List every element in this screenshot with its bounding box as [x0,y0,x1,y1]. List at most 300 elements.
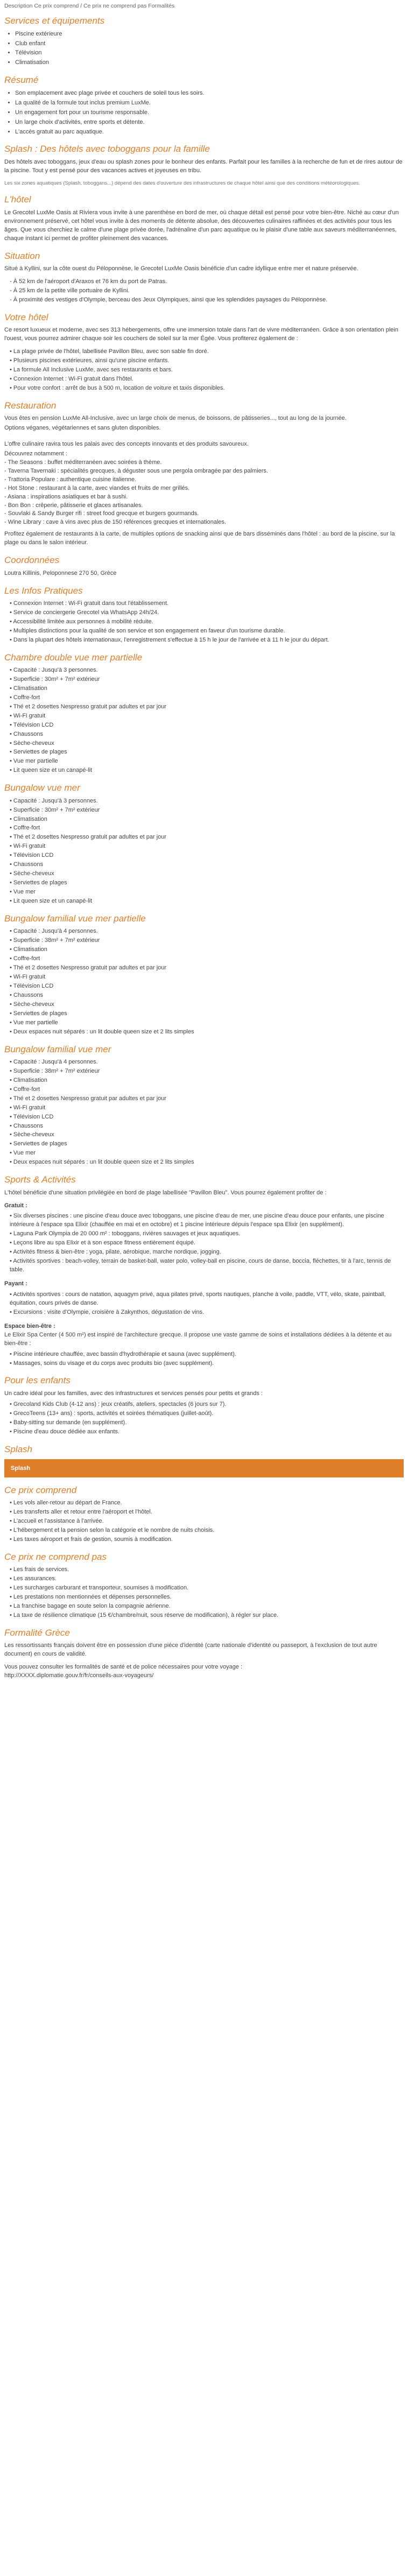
list-item-text: Coffre-fort [13,825,40,832]
bullet-icon: • [10,1067,13,1074]
list-item [10,1291,404,1308]
list-item-text: Deux espaces nuit séparés : un lit double queen size et 2 lits simples [13,1028,194,1035]
enfants-list [4,1400,404,1437]
bullet-icon: - [10,287,13,294]
list-item-text: Dans la plupart des hôtels internationaux, l'enregistrement s'effectue à 15 h le jour de l'arrivée et à 11 h le jour du départ. [13,636,329,643]
bullet-icon: • [10,627,13,634]
bullet-icon: • [10,1603,13,1610]
list-item [10,1158,404,1167]
text-line: - Wine Library : cave à vins avec plus de 150 références grecques et internationales. [4,519,227,526]
formalite-link[interactable]: http://XXXX.diplomatie.gouv.fr/fr/conseils-aux-voyageurs/ [4,1672,154,1679]
list-item-text: La taxe de résilience climatique (15 €/chambre/nuit, sous réserve de modification), à régler sur place. [13,1612,279,1619]
list-item-text: Leçons libre au spa Elixir et à son espace fitness entièrement équipé. [13,1240,196,1247]
bullet-icon: • [10,721,13,728]
list-item-text: Thé et 2 dosettes Nespresso gratuit par adultes et par jour [13,965,167,972]
list-item [10,1517,404,1526]
list-item-text: Capacité : Jusqu'à 4 personnes. [13,928,98,935]
bullet-icon: • [10,946,13,953]
list-item [10,1508,404,1517]
list-item [10,1410,404,1418]
list-item [10,748,404,757]
bullet-icon: • [10,1076,13,1083]
list-item [10,1212,404,1229]
bullet-icon: • [10,1585,13,1592]
list-item-text: Superficie : 30m² + 7m² extérieur [13,675,100,682]
resume-title: Résumé [4,75,39,86]
room-title: Chambre double vue mer partielle [4,652,143,663]
list-item [10,973,404,982]
sports-gratuit-list [4,1212,404,1275]
ne-comprend-title: Ce prix ne comprend pas [4,1552,107,1562]
list-item [10,888,404,897]
bullet-icon: • [10,694,13,701]
bullet-icon: • [10,1150,13,1157]
list-item-text: Superficie : 30m² + 7m² extérieur [13,806,100,813]
sports-payant-label: Payant : [4,1280,27,1287]
list-item-text: Climatisation [13,685,47,692]
list-item-text: Laguna Park Olympia de 20 000 m² : toboggans, rivières sauvages et jeux aquatiques. [13,1230,241,1237]
list-item-text: Lit queen size et un canapé-lit [13,767,93,774]
comprend-title: Ce prix comprend [4,1484,77,1495]
list-item [10,1308,404,1317]
list-item-text: Chaussons [13,991,43,998]
list-item-text: Vue mer [13,889,36,896]
list-item [10,964,404,973]
bullet-icon: • [10,758,13,765]
bullet-icon: • [10,1213,13,1220]
bullet-icon: • [10,384,13,391]
bullet-icon: • [10,600,13,607]
list-item [10,1095,404,1103]
list-item [10,982,404,991]
list-item [10,609,404,617]
list-item [10,1058,404,1067]
bullet-icon: • [10,609,13,616]
list-item-text: Les transferts aller et retour entre l'aéroport et l'hôtel. [13,1509,152,1516]
hotel-title: L'hôtel [4,194,31,205]
list-item [10,1350,404,1359]
list-item-text: Chaussons [13,861,43,868]
splash-banner: Splash [4,1459,404,1477]
list-item [10,1536,404,1544]
formalite-p1: Les ressortissants français doivent être en possession d'une pièce d'identité (carte nationale d'identité ou passeport, à l'exclusion de tout autre document) en cours de validité. [4,1642,377,1658]
bullet-icon: • [10,937,13,944]
list-item-text: Les vols aller-retour au départ de France. [13,1500,122,1507]
bullet-icon: • [10,825,13,832]
list-item [10,366,404,375]
list-item [10,861,404,869]
list-item-text: Baby-sitting sur demande (en supplément). [13,1419,127,1426]
bullet-icon: • [10,1308,13,1315]
bullet-icon: • [10,1258,13,1265]
list-item-text: Activités fitness & bien-être : yoga, pilate, aérobique, marche nordique, jogging. [13,1249,221,1256]
list-item [15,59,404,67]
room-features-list [4,927,404,1036]
votre-hotel-list [4,348,404,393]
list-item-text: Coffre-fort [13,955,40,962]
bullet-icon: • [10,1419,13,1426]
list-item-text: Piscine d'eau douce dédiée aux enfants. [13,1428,120,1435]
list-item-text: Sèche-cheveux [13,1131,54,1138]
list-item [10,1230,404,1238]
list-item-text: Thé et 2 dosettes Nespresso gratuit par adultes et par jour [13,703,167,710]
list-item [10,1076,404,1085]
room-features-list [4,797,404,906]
list-item-text: Club enfant [15,40,46,47]
list-item-text: Chaussons [13,730,43,737]
list-item [10,1400,404,1409]
list-item-text: GrecoTeens (13+ ans) : sports, activités et soirées thématiques (juillet-août). [13,1410,214,1417]
text-line: - Bon Bon : crêperie, pâtisserie et glaces artisanales. [4,502,143,509]
bullet-icon: • [10,815,13,822]
bullet-icon: • [10,1518,13,1525]
sports-gratuit-label: Gratuit : [4,1202,27,1209]
bullet-icon: • [10,1594,13,1601]
situation-list [4,278,404,305]
list-item-text: Serviettes de plages [13,879,67,886]
bullet-icon: • [10,357,13,364]
restauration-p2: Options véganes, végétariennes et sans gluten disponibles. [4,425,161,432]
bullet-icon: • [10,740,13,747]
bullet-icon: • [10,852,13,859]
list-item [10,1419,404,1427]
list-item-text: À 52 km de l'aéroport d'Araxos et 76 km du port de Patras. [13,278,167,285]
bullet-icon: • [10,1291,13,1298]
list-item [15,128,404,137]
coordonnees-address: Loutra Killinis, Peloponnese 270 50, Grèce [4,569,117,576]
list-item-text: Wi-Fi gratuit [13,712,46,719]
list-item-text: Serviettes de plages [13,1010,67,1017]
list-item-text: Thé et 2 dosettes Nespresso gratuit par adultes et par jour [13,1095,167,1102]
list-item [10,712,404,721]
sports-intro: L'hôtel bénéficie d'une situation privilégiée en bord de plage labellisée "Pavillon Bleu". Vous pourrez également profiter de : [4,1189,327,1196]
services-list [4,30,404,68]
bullet-icon: • [10,955,13,962]
list-item-text: Connexion Internet : Wi-Fi gratuit dans tout l'établissement. [13,600,169,607]
list-item [10,685,404,693]
list-item [10,927,404,936]
list-item [10,879,404,888]
list-item [10,1113,404,1122]
votre-hotel-title: Votre hôtel [4,312,48,322]
list-item [10,384,404,393]
bullet-icon: • [10,965,13,972]
bullet-icon: • [10,685,13,692]
bullet-icon: • [10,879,13,886]
sports-title: Sports & Activités [4,1174,76,1185]
list-item [10,1104,404,1113]
text-line: - The Seasons : buffet méditerranéen avec soirées à thème. [4,459,162,466]
bullet-icon: • [10,1350,13,1357]
bullet-icon: • [10,1536,13,1543]
list-item [10,851,404,860]
list-item-text: Connexion Internet : Wi-Fi gratuit dans l'hôtel. [13,375,133,382]
list-item [10,636,404,645]
list-item [10,357,404,365]
bullet-icon: • [10,1566,13,1573]
list-item-text: Télévision [15,50,42,57]
list-item-text: Superficie : 38m² + 7m² extérieur [13,1067,100,1074]
list-item [10,1140,404,1149]
rooms-section [4,652,404,1167]
bullet-icon: • [10,1612,13,1619]
list-item-text: Télévision LCD [13,852,54,859]
splash-title: Splash [4,1444,32,1454]
bullet-icon: • [10,982,13,989]
list-item [10,897,404,906]
ne-comprend-list [4,1566,404,1620]
list-item-text: Coffre-fort [13,694,40,701]
list-item-text: Les surcharges carburant et transporteur, soumises à modification. [13,1585,189,1592]
list-item [10,287,404,295]
list-item-text: Son emplacement avec plage privée et couchers de soleil tous les soirs. [15,89,205,96]
bullet-icon: • [10,1131,13,1138]
list-item-text: Les frais de services. [13,1566,69,1573]
resume-list [4,89,404,137]
list-item-text: Capacité : Jusqu'à 3 personnes. [13,797,98,804]
bullet-icon: • [10,797,13,804]
list-item-text: Vue mer partielle [13,758,58,765]
list-item [10,1593,404,1602]
list-item-text: L'accès gratuit au parc aquatique. [15,128,104,135]
list-item-text: Wi-Fi gratuit [13,843,46,850]
bullet-icon: • [10,1527,13,1534]
bullet-icon: • [10,834,13,841]
list-item-text: Pour votre confort : arrêt de bus à 500 m, location de voiture et taxis disponibles. [13,384,225,391]
list-item-text: La franchise bagage en soute selon la compagnie aérienne. [13,1603,171,1610]
room-title: Bungalow vue mer [4,783,80,793]
list-item [10,1602,404,1611]
enfants-title: Pour les enfants [4,1375,71,1386]
text-line: - Souvlaki & Sandy Burger rifi : street food grecque et burgers gourmands. [4,510,199,517]
bullet-icon: • [10,1122,13,1129]
enfants-intro: Un cadre idéal pour les familles, avec des infrastructures et services pensés pour petits et grands : [4,1390,263,1397]
list-item [15,89,404,98]
list-item [10,730,404,739]
list-item [10,618,404,627]
list-item [10,766,404,775]
list-item-text: Plusieurs piscines extérieures, ainsi qu'une piscine enfants. [13,357,170,364]
list-item [10,991,404,1000]
list-item-text: Chaussons [13,1122,43,1129]
list-item-text: Vue mer partielle [13,1019,58,1026]
bullet-icon: • [10,973,13,980]
bullet-icon: • [10,636,13,643]
list-item [10,1257,404,1275]
list-item [15,118,404,127]
bullet-icon: • [10,1400,13,1407]
list-item [10,627,404,636]
list-item [10,1028,404,1037]
bullet-icon: • [10,1249,13,1256]
list-item [10,1360,404,1368]
bullet-icon: • [10,1509,13,1516]
bullet-icon: • [10,1010,13,1017]
list-item [10,1239,404,1248]
room-title: Bungalow familial vue mer [4,1044,111,1054]
text-line: - Trattoria Populare : authentique cuisine italienne. [4,476,137,483]
bullet-icon: • [10,712,13,719]
bullet-icon: • [10,348,13,355]
espace-title: Espace bien-être : [4,1322,55,1329]
bullet-icon: • [10,1410,13,1417]
list-item [10,721,404,730]
list-item [10,675,404,684]
list-item-text: Piscine intérieure chauffée, avec bassin d'hydrothérapie et sauna (avec supplément). [13,1350,236,1357]
bullet-icon: • [10,1086,13,1093]
list-item-text: La plage privée de l'hôtel, labellisée Pavillon Bleu, avec son sable fin doré. [13,348,209,355]
list-item-text: Superficie : 38m² + 7m² extérieur [13,937,100,944]
list-item-text: La formule All Inclusive LuxMe, avec ses restaurants et bars. [13,366,173,373]
bullet-icon: • [10,806,13,813]
list-item-text: Sèche-cheveux [13,870,54,877]
list-item [15,30,404,39]
services-title: Services et équipements [4,16,105,26]
list-item-text: Grecoland Kids Club (4-12 ans) : jeux créatifs, ateliers, spectacles (6 jours sur 7). [13,1400,227,1407]
list-item [10,1122,404,1131]
list-item-text: Les assurances. [13,1575,57,1582]
espace-list [4,1350,404,1368]
list-item-text: Un engagement fort pour un tourisme responsable. [15,109,149,116]
sports-payant-list [4,1291,404,1317]
bullet-icon: • [10,1500,13,1507]
votre-hotel-text: Ce resort luxueux et moderne, avec ses 313 hébergements, offre une immersion totale dans l'art de vivre méditerranéen. Grâce à son orientation plein l'ouest, vous pourrez admirer chaque soir les couchers de soleil sur la mer Égée. Vous profiterez également de : [4,327,398,342]
bullet-icon: • [10,861,13,868]
list-item-text: Capacité : Jusqu'à 3 personnes. [13,667,98,674]
list-item [10,797,404,806]
room-features-list [4,666,404,775]
bullet-icon: • [10,1428,13,1435]
list-item-text: Deux espaces nuit séparés : un lit double queen size et 2 lits simples [13,1159,194,1166]
bullet-icon: • [10,1028,13,1035]
list-item-text: Capacité : Jusqu'à 4 personnes. [13,1058,98,1065]
bullet-icon: • [10,667,13,674]
list-item-text: À proximité des vestiges d'Olympie, berceau des Jeux Olympiques, ainsi que les splendides paysages du Péloponnèse. [13,296,328,303]
list-item-text: Lit queen size et un canapé-lit [13,897,93,904]
list-item-text: Vue mer [13,1150,36,1157]
text-line: - Asiana : inspirations asiatiques et bar à sushi. [4,493,128,500]
formalite-p2: Vous pouvez consulter les formalités de santé et de police nécessaires pour votre voyage : [4,1664,243,1671]
bullet-icon: • [10,767,13,774]
list-item-text: Sèche-cheveux [13,1001,54,1008]
list-item [10,348,404,356]
list-item-text: L'accueil et l'assistance à l'arrivée. [13,1518,104,1525]
bullet-icon: • [10,1113,13,1120]
list-item-text: Wi-Fi gratuit [13,1104,46,1111]
list-item [10,1575,404,1583]
list-item-text: La qualité de la formule tout inclus premium LuxMe. [15,99,151,106]
comprend-list [4,1499,404,1544]
bullet-icon: • [10,730,13,737]
list-item-text: Six diverses piscines : une piscine d'eau douce avec toboggans, une piscine d'eau de mer, une piscine d'eau douce pour enfants, une piscine intérieure à l'espace spa Elixir (chauffée en mai et en octobre) et 1 piscine intérieure dépuis l'espace spa Elixir (en supplément). [10,1213,384,1228]
list-item-text: Serviettes de plages [13,749,67,756]
list-item-text: Coffre-fort [13,1086,40,1093]
infos-title: Les Infos Pratiques [4,585,83,596]
list-item [10,1428,404,1437]
bullet-icon: • [10,675,13,682]
list-item-text: Activités sportives : cours de natation, aquagym privé, aqua pilates privé, sports nautiques, planche à voile, paddle, VTT, vélo, skate, paintball, équitation, cours privés de danse. [10,1291,386,1306]
bullet-icon: • [10,1141,13,1148]
list-item-text: Climatisation [15,59,49,66]
restauration-p4: Profitez également de restaurants à la carte, de multiples options de snacking ainsi que de bars disséminés dans l'hôtel : au bord de la piscine, sur la plage ou dans le salon intérieur. [4,531,395,546]
list-item-text: Massages, soins du visage et du corps avec produits bio (avec supplément). [13,1360,214,1367]
list-item-text: Un large choix d'activités, entre sports et détente. [15,118,145,125]
bullet-icon: • [10,1104,13,1111]
list-item [10,1149,404,1158]
list-item [10,806,404,815]
bullet-icon: • [10,889,13,896]
list-item [10,757,404,766]
list-item [10,815,404,824]
bullet-icon: • [10,703,13,710]
list-item [10,870,404,878]
list-item-text: Télévision LCD [13,982,54,989]
splash-intro-title: Splash : Des hôtels avec toboggans pour la famille [4,144,210,154]
bullet-icon: • [10,928,13,935]
bullet-icon: • [10,375,13,382]
room-features-list [4,1058,404,1167]
bullet-icon: • [10,1058,13,1065]
list-item-text: Télévision LCD [13,721,54,728]
bullet-icon: • [10,843,13,850]
list-item-text: Multiples distinctions pour la qualité de son service et son engagement en faveur d'un tourisme durable. [13,627,285,634]
splash-intro-text: Des hôtels avec toboggans, jeux d'eau ou splash zones pour le bonheur des enfants. Parfait pour les familles à la recherche de fun et de rires autour de la piscine. Tout y est pensé pour des vacances actives et joyeuses en tribu. [4,158,403,174]
splash-intro-note: Les six zones aquatiques (Splash, toboggans...) dépend des dates d'ouverture des infrastructures de chaque hôtel ainsi que des conditions météorologiques. [4,180,360,186]
espace-text: Le Elixir Spa Center (4 500 m²) est inspiré de l'architecture grecque. Il propose une vaste gamme de soins et installations dédiées à la détente et au bien-être : [4,1331,392,1347]
list-item [10,740,404,748]
list-item-text: Climatisation [13,946,47,953]
list-item [10,1019,404,1027]
text-line: - Taverna Tavernaki : spécialités grecques, à déguster sous une pergola ombragée par des palmiers. [4,467,268,474]
bullet-icon: • [10,1575,13,1582]
text-line: - Hot Stone : restaurant à la carte, avec viandes et fruits de mer grillés. [4,484,190,491]
list-item [10,1499,404,1508]
list-item [10,1010,404,1018]
list-item [10,937,404,945]
bullet-icon: • [10,618,13,625]
list-item-text: Climatisation [13,1076,47,1083]
list-item [10,600,404,608]
list-item [10,955,404,963]
list-item [15,40,404,48]
list-item [10,1526,404,1535]
list-item [10,666,404,675]
list-item [10,703,404,712]
list-item [10,375,404,384]
bullet-icon: • [10,1360,13,1367]
text-line: Découvrez notamment : [4,450,67,457]
bullet-icon: • [10,366,13,373]
bullet-icon: - [10,278,13,285]
infos-list [4,600,404,645]
list-item-text: À 25 km de la petite ville portuaire de Kyllini. [13,287,130,294]
description-tabs[interactable]: Description Ce prix comprend / Ce prix ne comprend pas Formalités [4,3,175,9]
list-item-text: Service de conciergerie Grecotel via WhatsApp 24h/24. [13,609,159,616]
list-item [10,278,404,286]
list-item-text: Sèche-cheveux [13,740,54,747]
list-item [10,1611,404,1620]
bullet-icon: • [10,991,13,998]
list-item-text: Serviettes de plages [13,1141,67,1148]
list-item [10,842,404,851]
list-item [10,1566,404,1574]
list-item-text: Climatisation [13,815,47,822]
list-item-text: Excursions : visite d'Olympie, croisière à Zakynthos, dégustation de vins. [13,1308,205,1315]
room-title: Bungalow familial vue mer partielle [4,913,146,924]
list-item-text: Wi-Fi gratuit [13,973,46,980]
bullet-icon: • [10,1019,13,1026]
restauration-list [4,450,404,527]
